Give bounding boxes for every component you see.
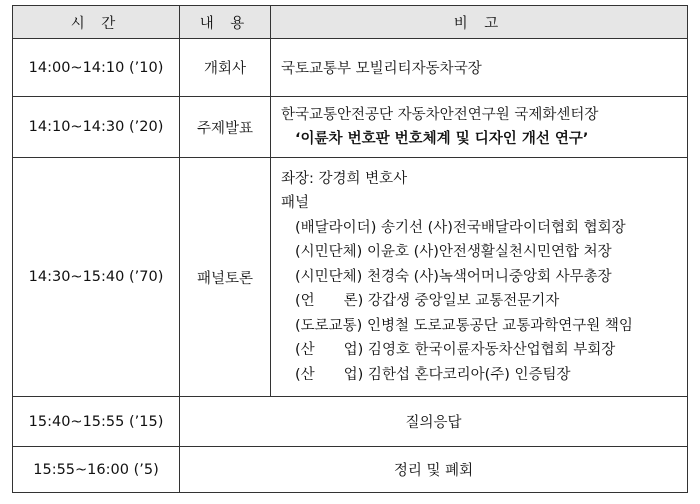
panelist-item: (도로교통) 인병철 도로교통공단 교통과학연구원 책임 — [295, 317, 633, 334]
header-type: 내 용 — [180, 6, 271, 39]
panelist-item: (언 론) 강갑생 중앙일보 교통전문기자 — [295, 293, 560, 310]
row-note: 국토교통부 모빌리티자동차국장 — [271, 39, 688, 97]
presentation-title: ‘이륜차 번호판 번호체계 및 디자인 개선 연구’ — [295, 131, 589, 147]
schedule-table — [12, 5, 688, 493]
table-row — [13, 447, 688, 493]
row-content: 정리 및 폐회 — [180, 447, 688, 493]
table-row — [13, 158, 688, 397]
panel-label: 패널 — [281, 195, 310, 212]
row-note — [271, 97, 688, 158]
header-time: 시 간 — [13, 6, 180, 39]
row-time: 14:00~14:10 (’10) — [13, 39, 180, 97]
row-content: 질의응답 — [180, 397, 688, 447]
panelist-item: (시민단체) 이윤호 (사)안전생활실천시민연합 처장 — [295, 244, 612, 261]
panelist-item: (산 업) 김한섭 혼다코리아(주) 인증팀장 — [295, 366, 571, 383]
header-note: 비 고 — [271, 6, 688, 39]
panelist-item: (산 업) 김영호 한국이륜자동차산업협회 부회장 — [295, 342, 616, 359]
row-time: 15:40~15:55 (’15) — [13, 397, 180, 447]
chair-text: 좌장: 강경희 변호사 — [281, 170, 408, 187]
row-time: 14:10~14:30 (’20) — [13, 97, 180, 158]
panelist-item: (배달라이더) 송기선 (사)전국배달라이더협회 협회장 — [295, 219, 626, 236]
panelist-item: (시민단체) 천경숙 (사)녹색어머니중앙회 사무총장 — [295, 268, 612, 285]
header-row — [13, 6, 688, 39]
row-type: 개회사 — [180, 39, 271, 97]
row-type: 패널토론 — [180, 158, 271, 397]
table-row — [13, 39, 688, 97]
presenter-text: 한국교통안전공단 자동차안전연구원 국제화센터장 — [281, 106, 599, 123]
table-row — [13, 97, 688, 158]
row-time: 14:30~15:40 (’70) — [13, 158, 180, 397]
table-row — [13, 397, 688, 447]
panel-note — [271, 158, 688, 397]
row-type: 주제발표 — [180, 97, 271, 158]
row-time: 15:55~16:00 (’5) — [13, 447, 180, 493]
